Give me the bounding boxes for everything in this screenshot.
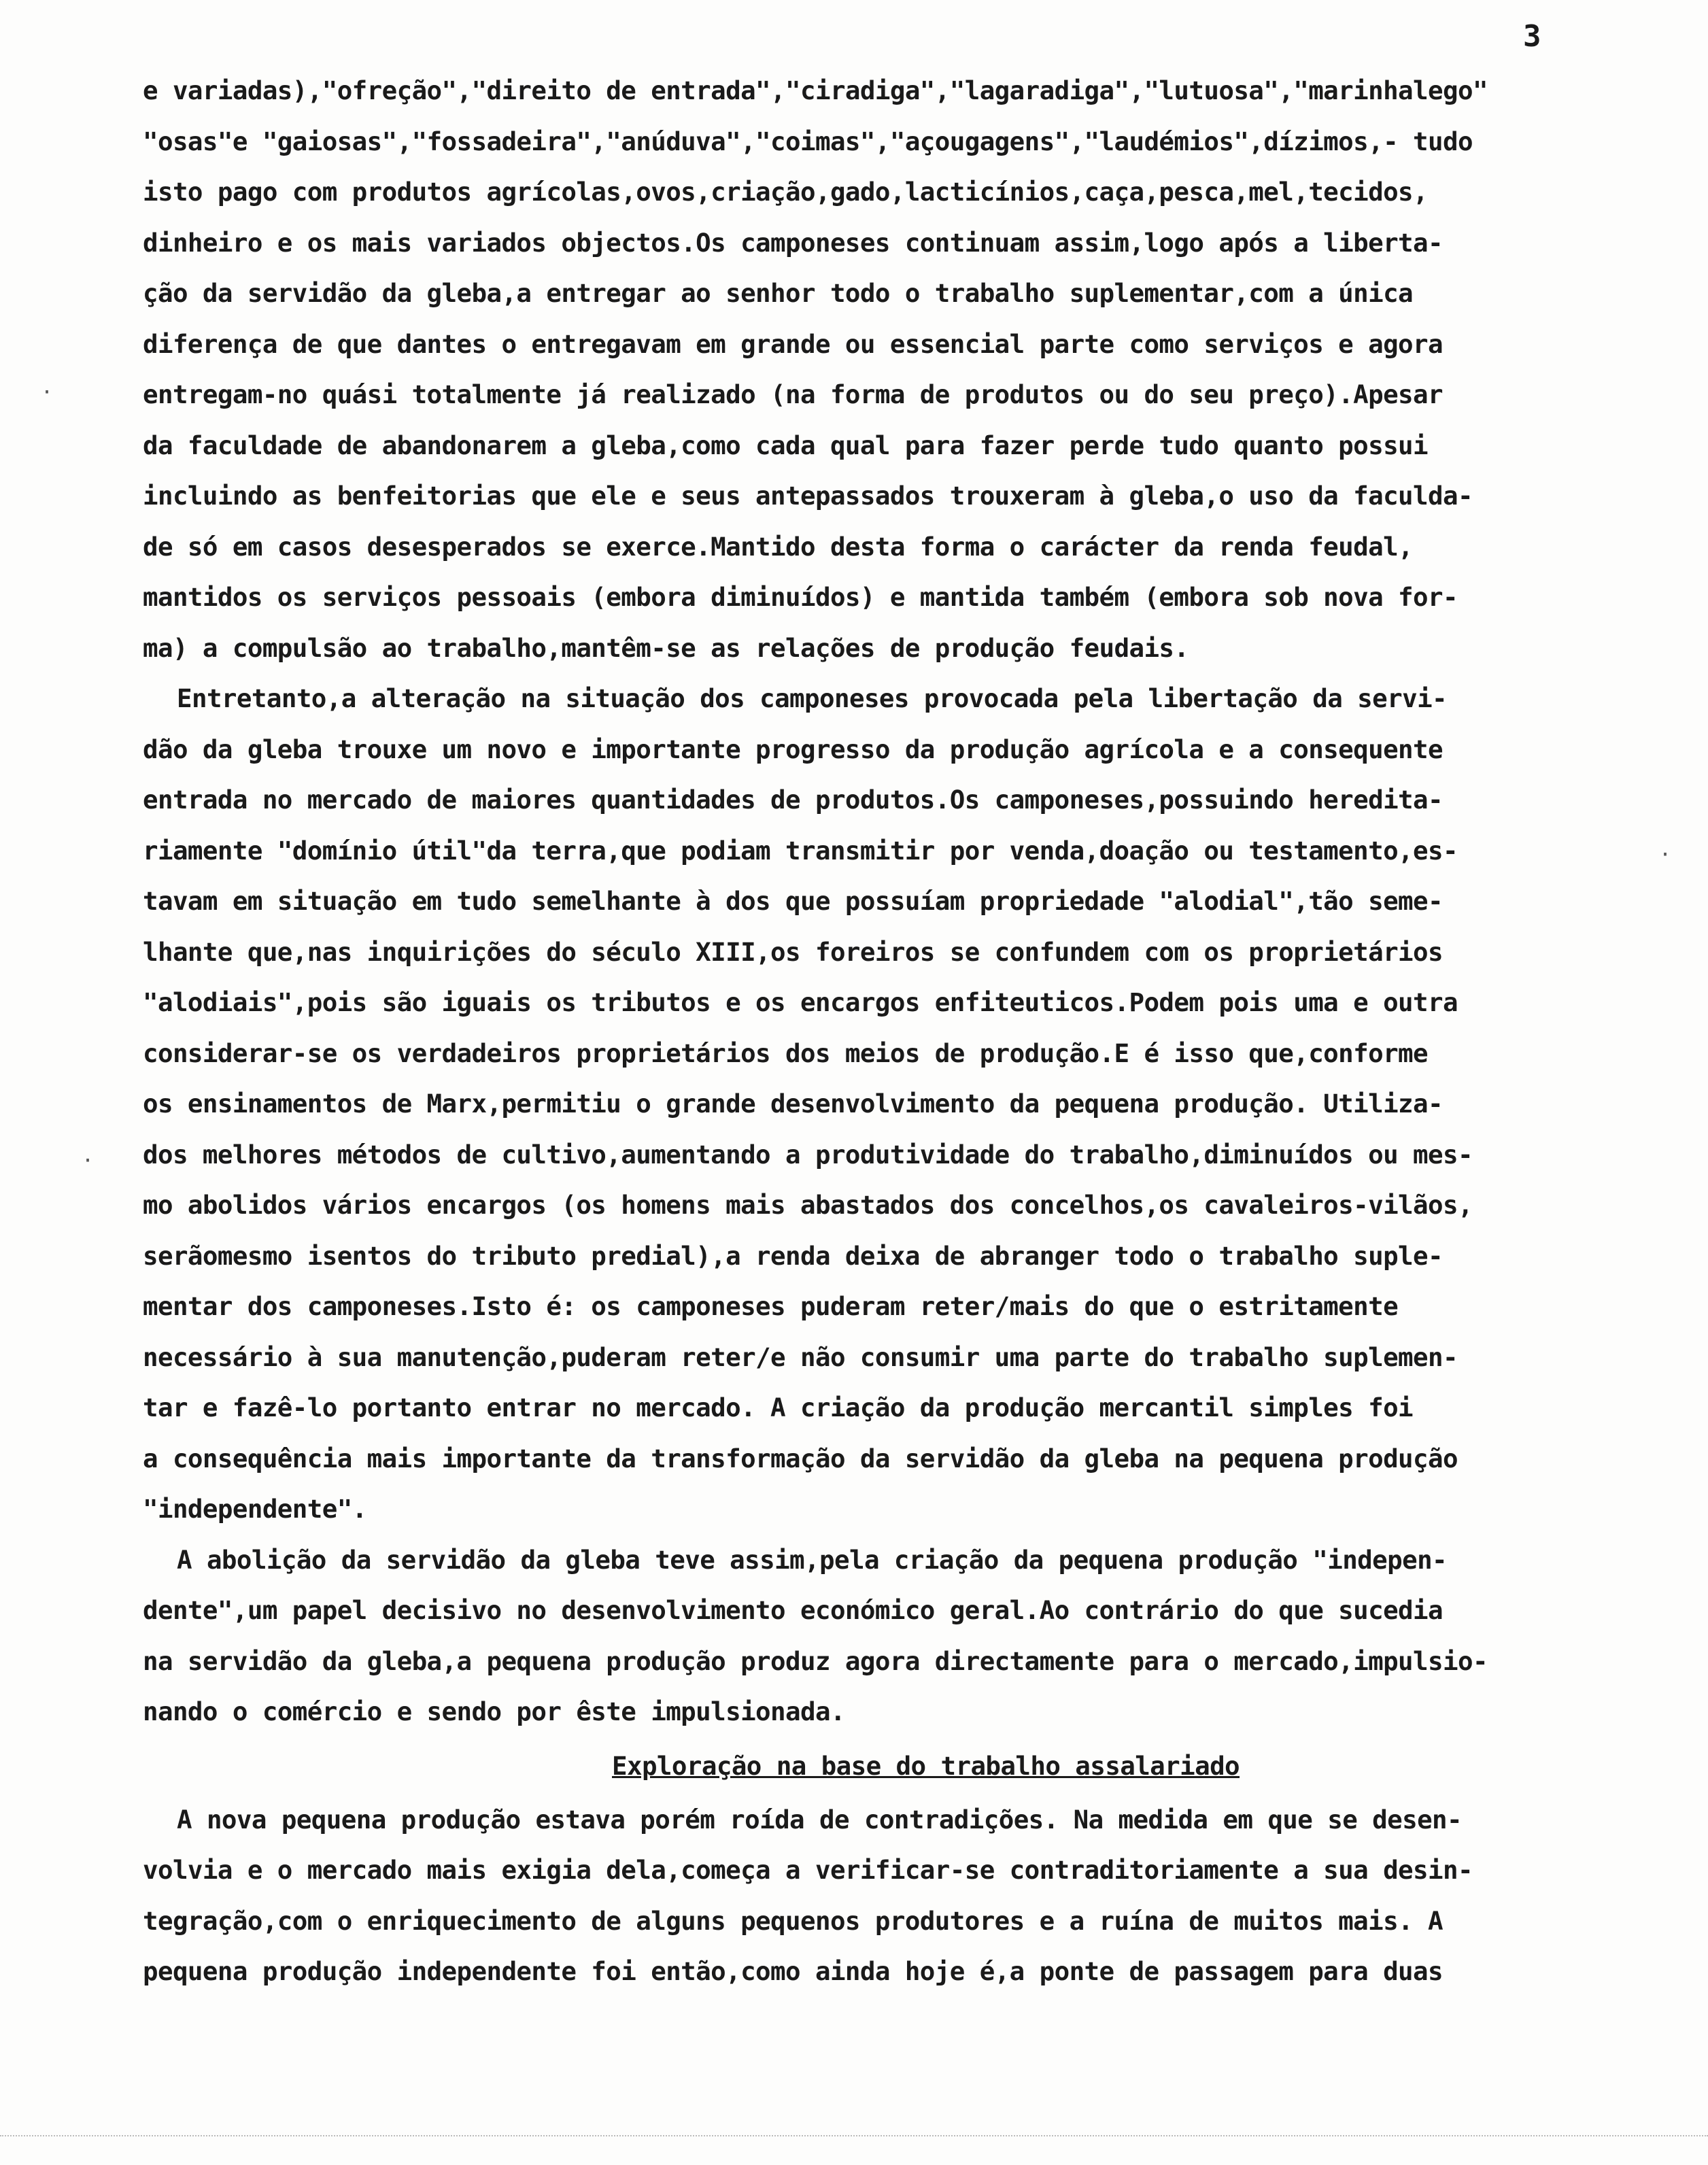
text-line: a consequência mais importante da transformação da servidão da gleba na pequena produção bbox=[143, 1443, 1458, 1473]
text-line: necessário à sua manutenção,puderam reter/e não consumir uma parte do trabalho suplemen- bbox=[143, 1342, 1458, 1372]
text-line: diferença de que dantes o entregavam em grande ou essencial parte como serviços e agora bbox=[143, 328, 1443, 359]
text-line: "alodiais",pois são iguais os tributos e os encargos enfiteuticos.Podem pois uma e outra bbox=[143, 987, 1458, 1017]
paragraph-2 bbox=[143, 673, 1652, 1535]
text-line: riamente "domínio útil"da terra,que podiam transmitir por venda,doação ou testamento,es- bbox=[143, 835, 1458, 866]
text-line: mantidos os serviços pessoais (embora diminuídos) e mantida também (embora sob nova for- bbox=[143, 582, 1458, 612]
text-line: Entretanto,a alteração na situação dos camponeses provocada pela libertação da servi- bbox=[177, 683, 1448, 713]
text-line: na servidão da gleba,a pequena produção produz agora directamente para o mercado,impulsio- bbox=[143, 1646, 1488, 1676]
text-line: tegração,com o enriquecimento de alguns pequenos produtores e a ruína de muitos mais. A bbox=[143, 1905, 1443, 1936]
margin-tick-mark: · bbox=[41, 381, 54, 405]
margin-tick-mark: · bbox=[82, 1149, 95, 1173]
text-line: "independente". bbox=[143, 1494, 367, 1524]
text-line: "osas"e "gaiosas","fossadeira","anúduva","coimas","açougagens","laudémios",dízimos,- tudo bbox=[143, 126, 1473, 156]
text-line: de só em casos desesperados se exerce.Mantido desta forma o carácter da renda feudal, bbox=[143, 531, 1414, 562]
text-line: mo abolidos vários encargos (os homens mais abastados dos concelhos,os cavaleiros-vilãos, bbox=[143, 1190, 1473, 1220]
text-line: A nova pequena produção estava porém roída de contradições. Na medida em que se desen- bbox=[177, 1804, 1463, 1835]
paragraph-4 bbox=[143, 1794, 1652, 1997]
text-line: A abolição da servidão da gleba teve assim,pela criação da pequena produção "indepen- bbox=[177, 1544, 1448, 1575]
text-line: nando o comércio e sendo por êste impulsionada. bbox=[143, 1697, 845, 1726]
text-line: entregam-no quási totalmente já realizado (na forma de produtos ou do seu preço).Apesar bbox=[143, 379, 1443, 409]
text-line: entrada no mercado de maiores quantidades de produtos.Os camponeses,possuindo heredita- bbox=[143, 785, 1443, 815]
text-line: dinheiro e os mais variados objectos.Os camponeses continuam assim,logo após a liberta- bbox=[143, 227, 1443, 258]
text-line: ma) a compulsão ao trabalho,mantêm-se as relações de produção feudais. bbox=[143, 632, 1189, 663]
text-line: os ensinamentos de Marx,permitiu o grande desenvolvimento da pequena produção. Utiliza- bbox=[143, 1089, 1443, 1119]
text-line: pequena produção independente foi então,como ainda hoje é,a ponte de passagem para duas bbox=[143, 1956, 1443, 1986]
text-line: isto pago com produtos agrícolas,ovos,criação,gado,lacticínios,caça,pesca,mel,tecidos, bbox=[143, 177, 1429, 207]
text-line: dão da gleba trouxe um novo e importante progresso da produção agrícola e a consequente bbox=[143, 734, 1443, 764]
text-line: dos melhores métodos de cultivo,aumentando a produtividade do trabalho,diminuídos ou mes- bbox=[143, 1139, 1473, 1170]
text-line: dente",um papel decisivo no desenvolvimento económico geral.Ao contrário do que sucedia bbox=[143, 1595, 1443, 1625]
text-line: volvia e o mercado mais exigia dela,começa a verificar-se contraditoriamente a sua desin- bbox=[143, 1855, 1473, 1885]
text-line: tar e fazê-lo portanto entrar no mercado. A criação da produção mercantil simples foi bbox=[143, 1393, 1414, 1422]
margin-tick-mark: · bbox=[1659, 843, 1672, 867]
paragraph-3 bbox=[143, 1535, 1652, 1737]
text-line: serãomesmo isentos do tributo predial),a renda deixa de abranger todo o trabalho suple- bbox=[143, 1240, 1443, 1271]
paragraph-1 bbox=[143, 65, 1652, 673]
text-line: incluindo as benfeitorias que ele e seus antepassados trouxeram à gleba,o uso da faculda- bbox=[143, 481, 1473, 511]
scan-edge-line bbox=[0, 2135, 1708, 2138]
section-heading: Exploração na base do trabalho assalariado bbox=[612, 1750, 1240, 1781]
text-line: lhante que,nas inquirições do século XIII,os foreiros se confundem com os proprietários bbox=[143, 936, 1443, 967]
section-heading-row bbox=[143, 1737, 1652, 1794]
text-line: ção da servidão da gleba,a entregar ao senhor todo o trabalho suplementar,com a única bbox=[143, 278, 1414, 308]
document-body bbox=[143, 65, 1652, 1997]
page-number: 3 bbox=[1523, 19, 1541, 54]
text-line: tavam em situação em tudo semelhante à dos que possuíam propriedade "alodial",tão seme- bbox=[143, 886, 1443, 916]
text-line: da faculdade de abandonarem a gleba,como cada qual para fazer perde tudo quanto possui bbox=[143, 430, 1429, 460]
text-line: mentar dos camponeses.Isto é: os camponeses puderam reter/mais do que o estritamente bbox=[143, 1291, 1399, 1321]
text-line: considerar-se os verdadeiros proprietários dos meios de produção.E é isso que,conforme bbox=[143, 1038, 1429, 1068]
text-line: e variadas),"ofreção","direito de entrada","ciradiga","lagaradiga","lutuosa","marinhalego" bbox=[143, 75, 1488, 105]
